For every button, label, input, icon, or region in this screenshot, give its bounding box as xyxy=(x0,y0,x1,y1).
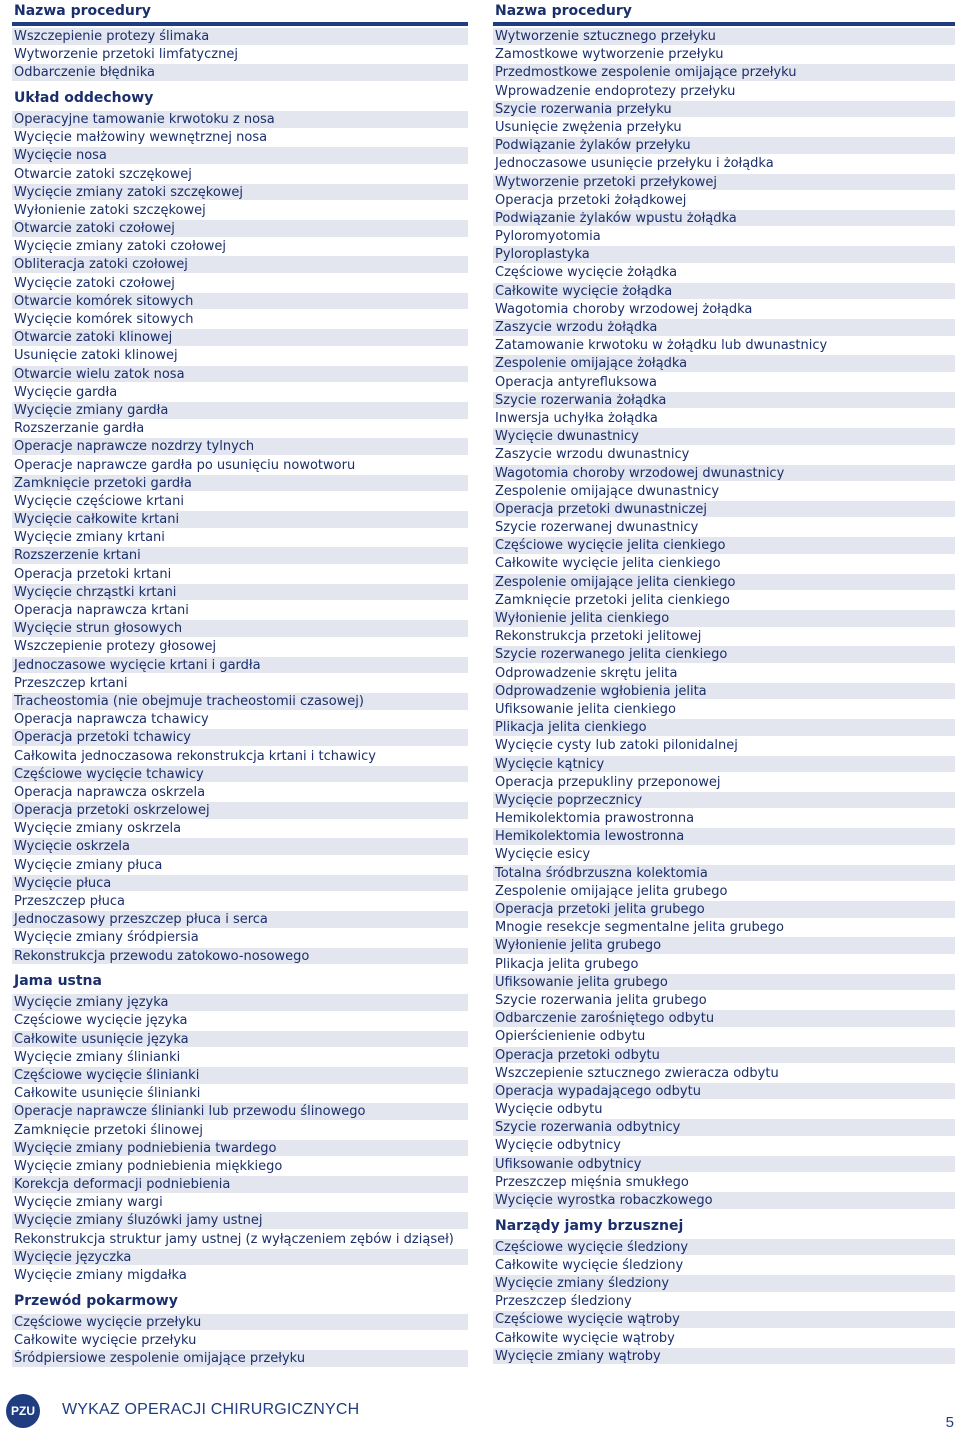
procedure-row: Całkowite wycięcie przełyku xyxy=(14,1332,197,1348)
procedure-row: Wycięcie zmiany śluzówki jamy ustnej xyxy=(12,1212,468,1229)
procedure-row: Zaszycie wrzodu dwunastnicy xyxy=(495,447,690,463)
procedure-row: Wyłonienie jelita cienkiego xyxy=(493,610,955,627)
procedure-row: Plikacja jelita grubego xyxy=(495,956,639,972)
procedure-row: Całkowite wycięcie jelita cienkiego xyxy=(495,556,721,572)
procedure-row: Plikacja jelita cienkiego xyxy=(493,719,955,736)
procedure-row: Wycięcie zmiany zatoki czołowej xyxy=(14,239,227,255)
procedure-row: Zamknięcie przetoki jelita cienkiego xyxy=(495,592,730,608)
procedure-row: Wycięcie strun głosowych xyxy=(12,620,468,637)
procedure-row: Totalna śródbrzuszna kolektomia xyxy=(493,865,955,882)
procedure-row: Operacja przetoki tchawicy xyxy=(12,729,468,746)
procedure-row: Wycięcie cysty lub zatoki pilonidalnej xyxy=(495,738,738,754)
procedure-row: Całkowite usunięcie języka xyxy=(12,1031,468,1048)
procedure-row: Operacja przetoki krtani xyxy=(14,566,172,582)
procedure-row: Operacja naprawcza tchawicy xyxy=(14,712,209,728)
procedure-row: Odbarczenie błędnika xyxy=(12,64,468,81)
procedure-row: Operacje naprawcze ślinianki lub przewodu ślinowego xyxy=(12,1103,468,1120)
procedure-row: Szycie rozerwania jelita grubego xyxy=(495,992,707,1008)
procedure-row: Wycięcie komórek sitowych xyxy=(14,312,194,328)
column-header: Nazwa procedury xyxy=(12,0,468,26)
procedure-row: Częściowe wycięcie jelita cienkiego xyxy=(493,537,955,554)
procedure-row: Operacja wypadającego odbytu xyxy=(493,1083,955,1100)
procedure-row: Hemikolektomia prawostronna xyxy=(495,811,695,827)
procedure-row: Wycięcie zmiany podniebienia twardego xyxy=(12,1140,468,1157)
procedure-row: Zamknięcie przetoki ślinowej xyxy=(14,1122,203,1138)
procedure-row: Ufiksowanie jelita grubego xyxy=(493,974,955,991)
procedure-row: Wycięcie zmiany płuca xyxy=(14,857,163,873)
procedure-row: Wytworzenie przetoki przełykowej xyxy=(493,174,955,191)
procedure-row: Wycięcie oskrzela xyxy=(12,838,468,855)
procedure-row: Pyloroplastyka xyxy=(493,246,955,263)
procedure-row: Odprowadzenie skrętu jelita xyxy=(495,665,678,681)
procedure-row: Zespolenie omijające jelita cienkiego xyxy=(493,574,955,591)
procedure-row: Opierścienienie odbytu xyxy=(495,1029,646,1045)
procedure-row: Otwarcie zatoki szczękowej xyxy=(14,166,192,182)
procedure-row: Wycięcie małżowiny wewnętrznej nosa xyxy=(14,130,268,146)
page-footer xyxy=(0,1380,960,1434)
column-header: Nazwa procedury xyxy=(493,0,955,26)
procedure-row: Wycięcie zmiany śledziony xyxy=(493,1275,955,1292)
pzu-logo: PZU xyxy=(6,1394,40,1428)
procedure-row: Wycięcie esicy xyxy=(495,847,591,863)
procedure-row: Częściowe wycięcie śledziony xyxy=(493,1239,955,1256)
procedure-row: Jednoczasowe usunięcie przełyku i żołądka xyxy=(495,156,774,172)
procedure-row: Wycięcie gardła xyxy=(14,384,118,400)
procedure-row: Częściowe wycięcie ślinianki xyxy=(12,1067,468,1084)
procedure-row: Wagotomia choroby wrzodowej dwunastnicy xyxy=(493,465,955,482)
procedure-row: Wszczepienie protezy ślimaka xyxy=(12,28,468,45)
procedure-row: Zatamowanie krwotoku w żołądku lub dwunastnicy xyxy=(495,338,828,354)
procedure-row: Wycięcie nosa xyxy=(12,147,468,164)
procedure-row: Otwarcie zatoki czołowej xyxy=(12,220,468,237)
procedure-row: Operacja przepukliny przeponowej xyxy=(495,774,721,790)
section-heading: Układ oddechowy xyxy=(14,89,154,106)
procedure-row: Całkowite wycięcie żołądka xyxy=(493,283,955,300)
procedure-row: Szycie rozerwania żołądka xyxy=(493,392,955,409)
procedure-row: Jednoczasowy przeszczep płuca i serca xyxy=(12,911,468,928)
procedure-row: Częściowe wycięcie języka xyxy=(14,1013,188,1029)
procedure-row: Zespolenie omijające żołądka xyxy=(493,355,955,372)
procedure-row: Częściowe wycięcie tchawicy xyxy=(12,766,468,783)
procedure-row: Operacja antyrefluksowa xyxy=(495,374,657,390)
section-heading: Przewód pokarmowy xyxy=(14,1292,178,1309)
procedure-row: Rekonstrukcja przetoki jelitowej xyxy=(495,629,702,645)
procedure-row: Wycięcie zmiany oskrzela xyxy=(14,821,182,837)
procedure-row: Otwarcie wielu zatok nosa xyxy=(12,366,468,383)
procedure-row: Wycięcie zmiany zatoki szczękowej xyxy=(12,184,468,201)
procedure-row: Wycięcie odbytu xyxy=(495,1102,603,1118)
section-heading: Narządy jamy brzusznej xyxy=(495,1217,684,1234)
procedure-row: Przedmostkowe zespolenie omijające przełyku xyxy=(493,64,955,81)
procedure-row: Zaszycie wrzodu żołądka xyxy=(493,319,955,336)
procedure-row: Wprowadzenie endoprotezy przełyku xyxy=(495,83,736,99)
procedure-row: Wycięcie zmiany śródpiersia xyxy=(14,930,199,946)
procedure-row: Obliteracja zatoki czołowej xyxy=(12,256,468,273)
procedure-row: Tracheostomia (nie obejmuje tracheostomii czasowej) xyxy=(12,693,468,710)
procedure-row: Inwersja uchyłka żołądka xyxy=(495,410,658,426)
procedure-row: Wycięcie zmiany migdałka xyxy=(14,1268,187,1283)
procedure-row: Wycięcie całkowite krtani xyxy=(12,511,468,528)
procedure-row: Podwiązanie żylaków wpustu żołądka xyxy=(493,210,955,227)
procedure-row: Wyłonienie zatoki szczękowej xyxy=(14,202,206,218)
procedure-row: Wszczepienie protezy głosowej xyxy=(14,639,217,655)
procedure-row: Wycięcie zmiany krtani xyxy=(14,530,165,546)
procedure-row: Rekonstrukcja struktur jamy ustnej (z wyłączeniem zębów i dziąseł) xyxy=(14,1231,454,1247)
procedure-row: Całkowite wycięcie wątroby xyxy=(495,1330,675,1346)
procedure-row: Operacja przetoki jelita grubego xyxy=(493,901,955,918)
procedure-row: Hemikolektomia lewostronna xyxy=(493,828,955,845)
procedure-row: Wycięcie kątnicy xyxy=(493,756,955,773)
procedure-row: Ufiksowanie jelita cienkiego xyxy=(495,701,676,717)
procedure-row: Wycięcie poprzecznicy xyxy=(493,792,955,809)
procedure-row: Szycie rozerwanej dwunastnicy xyxy=(495,520,699,536)
procedure-row: Operacja naprawcza oskrzela xyxy=(14,784,206,800)
procedure-row: Rozszerzanie gardła xyxy=(14,421,145,437)
procedure-row: Ufiksowanie odbytnicy xyxy=(493,1156,955,1173)
procedure-row: Odbarczenie zarośniętego odbytu xyxy=(493,1010,955,1027)
right-groups xyxy=(493,28,955,1364)
procedure-row: Wycięcie odbytnicy xyxy=(495,1138,621,1154)
procedure-row: Śródpiersiowe zespolenie omijające przełyku xyxy=(12,1350,468,1367)
procedure-row: Wycięcie wyrostka robaczkowego xyxy=(493,1192,955,1209)
procedure-row: Całkowita jednoczasowa rekonstrukcja krtani i tchawicy xyxy=(14,748,377,764)
procedure-row: Przeszczep mięśnia smukłego xyxy=(495,1174,689,1190)
procedure-row: Wycięcie zmiany gardła xyxy=(12,402,468,419)
procedure-row: Odprowadzenie wgłobienia jelita xyxy=(493,683,955,700)
procedure-row: Zespolenie omijające jelita grubego xyxy=(495,883,728,899)
procedure-row: Operacja przetoki odbytu xyxy=(493,1047,955,1064)
procedure-row: Wycięcie zatoki czołowej xyxy=(14,275,175,291)
procedure-row: Operacje naprawcze gardła po usunięciu nowotworu xyxy=(14,457,356,473)
procedure-row: Operacje naprawcze nozdrzy tylnych xyxy=(12,438,468,455)
procedure-row: Wytworzenie przetoki limfatycznej xyxy=(14,47,238,63)
procedure-row: Wycięcie zmiany języka xyxy=(12,994,468,1011)
procedure-row: Zamknięcie przetoki gardła xyxy=(12,475,468,492)
procedure-row: Całkowite wycięcie śledziony xyxy=(495,1257,684,1273)
procedure-row: Korekcja deformacji podniebienia xyxy=(12,1176,468,1193)
procedure-row: Mnogie resekcje segmentalne jelita grubego xyxy=(495,920,784,936)
procedure-row: Zamostkowe wytworzenie przełyku xyxy=(495,47,724,63)
procedure-row: Wycięcie zmiany wątroby xyxy=(493,1348,955,1365)
procedure-row: Usunięcie zatoki klinowej xyxy=(14,348,178,364)
procedure-row: Zespolenie omijające dwunastnicy xyxy=(495,483,720,499)
procedure-row: Wszczepienie sztucznego zwieracza odbytu xyxy=(495,1065,779,1081)
procedure-row: Operacja naprawcza krtani xyxy=(14,603,189,619)
procedure-row: Wyłonienie jelita grubego xyxy=(493,937,955,954)
procedure-row: Częściowe wycięcie przełyku xyxy=(12,1314,468,1331)
section-heading: Jama ustna xyxy=(14,973,102,990)
procedure-row: Operacja przetoki dwunastniczej xyxy=(493,501,955,518)
footer-title: WYKAZ OPERACJI CHIRURGICZNYCH xyxy=(62,1401,360,1418)
procedure-row: Wycięcie zmiany wargi xyxy=(14,1195,163,1211)
procedure-row: Częściowe wycięcie wątroby xyxy=(493,1311,955,1328)
procedure-row: Szycie rozerwania odbytnicy xyxy=(493,1119,955,1136)
procedure-row: Otwarcie komórek sitowych xyxy=(12,293,468,310)
procedure-row: Wycięcie zmiany ślinianki xyxy=(14,1049,181,1065)
procedure-row: Jednoczasowe wycięcie krtani i gardła xyxy=(12,657,468,674)
page-number: 5 xyxy=(945,1414,954,1431)
procedure-row: Wycięcie języczka xyxy=(12,1249,468,1266)
procedure-row: Całkowite usunięcie ślinianki xyxy=(14,1086,201,1102)
procedure-row: Wycięcie zmiany podniebienia miękkiego xyxy=(14,1158,283,1174)
procedure-row: Wycięcie chrząstki krtani xyxy=(12,584,468,601)
procedure-row: Wycięcie częściowe krtani xyxy=(14,493,184,509)
procedure-row: Szycie rozerwanego jelita cienkiego xyxy=(493,646,955,663)
procedure-row: Wagotomia choroby wrzodowej żołądka xyxy=(495,301,753,317)
procedure-row: Szycie rozerwania przełyku xyxy=(493,101,955,118)
procedure-row: Operacyjne tamowanie krwotoku z nosa xyxy=(12,111,468,128)
right-column xyxy=(493,0,955,1366)
procedure-row: Wycięcie płuca xyxy=(12,875,468,892)
procedure-row: Częściowe wycięcie żołądka xyxy=(495,265,678,281)
procedure-row: Przeszczep krtani xyxy=(14,675,128,691)
left-groups xyxy=(12,28,468,1367)
procedure-row: Rekonstrukcja przewodu zatokowo-nosowego xyxy=(12,948,468,965)
procedure-row: Wytworzenie sztucznego przełyku xyxy=(493,28,955,45)
procedure-row: Operacja przetoki żołądkowej xyxy=(495,192,687,208)
procedure-row: Podwiązanie żylaków przełyku xyxy=(493,137,955,154)
left-column xyxy=(12,0,468,1368)
procedure-row: Operacja przetoki oskrzelowej xyxy=(12,802,468,819)
procedure-row: Przeszczep płuca xyxy=(14,894,126,910)
procedure-row: Przeszczep śledziony xyxy=(495,1294,632,1310)
procedure-row: Pyloromyotomia xyxy=(495,229,601,245)
procedure-row: Usunięcie zwężenia przełyku xyxy=(495,119,682,135)
procedure-row: Wycięcie dwunastnicy xyxy=(493,428,955,445)
procedure-row: Rozszerzenie krtani xyxy=(12,547,468,564)
procedure-row: Otwarcie zatoki klinowej xyxy=(12,329,468,346)
